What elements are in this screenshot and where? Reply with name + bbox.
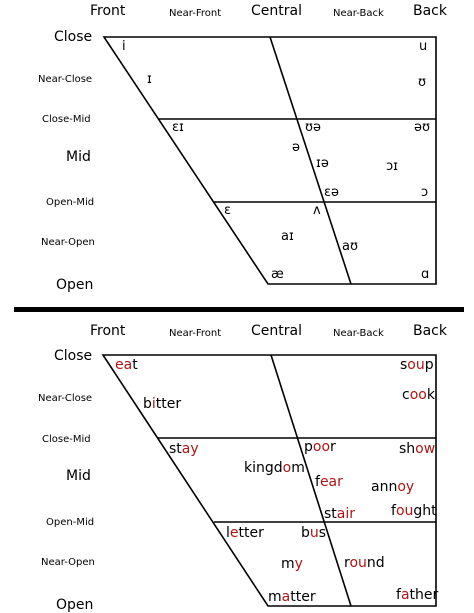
- top-central-line: [270, 37, 351, 284]
- row-mid: Mid: [66, 149, 91, 165]
- word-letters: m: [291, 460, 305, 476]
- vowel-symbol: ɛ: [224, 203, 232, 218]
- example-word: [281, 557, 303, 571]
- example-word: [115, 358, 138, 372]
- vowel-symbol: u: [419, 39, 428, 54]
- vowel-symbol: ɑ: [421, 267, 430, 282]
- word-letters: s: [318, 525, 327, 541]
- vowel-symbol: aɪ: [281, 229, 294, 244]
- word-letters: st: [169, 441, 182, 457]
- word-letters: nd: [366, 555, 385, 571]
- col-front: Front: [90, 3, 126, 19]
- example-word: [143, 397, 181, 411]
- word-letters: ther: [409, 587, 439, 603]
- highlighted-letters: ear: [319, 474, 343, 490]
- col-near-back: Near-Back: [333, 8, 384, 19]
- vowel-symbol: ɔɪ: [386, 159, 398, 174]
- word-letters: tter: [238, 525, 264, 541]
- word-letters: m: [268, 589, 282, 605]
- example-word: [399, 442, 435, 456]
- col-central: Central: [251, 3, 302, 19]
- row-open: Open: [56, 277, 94, 293]
- col-front: Front: [90, 323, 126, 339]
- vowel-symbol: ʊə: [305, 120, 322, 135]
- word-letters: f: [391, 503, 396, 519]
- highlighted-letters: a: [281, 589, 291, 605]
- row-open: Open: [56, 597, 94, 613]
- example-word: [169, 442, 199, 456]
- row-open-mid: Open-Mid: [46, 197, 95, 208]
- vowel-symbol: ɪ: [147, 72, 152, 87]
- row-near-open: Near-Open: [41, 237, 95, 248]
- highlighted-letters: oo: [409, 387, 427, 403]
- col-central: Central: [251, 323, 302, 339]
- word-letters: s: [400, 357, 408, 373]
- row-near-close: Near-Close: [38, 393, 93, 404]
- highlighted-letters: ou: [395, 503, 414, 519]
- row-near-close: Near-Close: [38, 74, 93, 85]
- word-letters: kingd: [244, 460, 283, 476]
- row-close: Close: [54, 348, 93, 364]
- word-letters: ght: [413, 503, 437, 519]
- example-word: [391, 504, 437, 518]
- example-word: [344, 556, 385, 570]
- row-close: Close: [54, 29, 93, 45]
- example-word: [301, 526, 326, 540]
- vowel-symbol: ʊ: [418, 75, 427, 90]
- example-word: [304, 440, 336, 454]
- word-letters: p: [304, 439, 313, 455]
- highlighted-letters: e: [229, 525, 239, 541]
- col-back: Back: [413, 3, 447, 19]
- col-near-front: Near-Front: [169, 328, 222, 339]
- word-letters: tter: [155, 396, 182, 412]
- highlighted-letters: ow: [415, 441, 436, 457]
- word-letters: r: [344, 555, 350, 571]
- word-letters: f: [315, 474, 320, 490]
- row-near-open: Near-Open: [41, 557, 95, 568]
- vowel-symbol: ɛə: [324, 185, 340, 200]
- word-letters: st: [324, 506, 337, 522]
- vowel-symbol: əʊ: [414, 120, 431, 135]
- vowel-symbol: ʌ: [313, 203, 321, 218]
- word-letters: m: [281, 556, 295, 572]
- word-letters: b: [301, 525, 310, 541]
- word-letters: t: [132, 357, 138, 373]
- word-letters: sh: [399, 441, 416, 457]
- vowel-symbol: i: [122, 39, 126, 54]
- word-letters: tter: [290, 589, 316, 605]
- example-word: [268, 590, 316, 604]
- word-letters: p: [424, 357, 434, 373]
- word-letters: c: [402, 387, 410, 403]
- word-letters: r: [330, 439, 336, 455]
- example-word: [400, 358, 434, 372]
- col-near-front: Near-Front: [169, 8, 222, 19]
- section-divider: [14, 307, 464, 312]
- highlighted-letters: ea: [115, 357, 133, 373]
- word-letters: l: [226, 525, 230, 541]
- highlighted-letters: a: [400, 587, 410, 603]
- row-close-mid: Close-Mid: [42, 434, 91, 445]
- example-word: [244, 461, 305, 475]
- example-word: [315, 475, 343, 489]
- word-letters: ann: [371, 479, 398, 495]
- example-word: [324, 507, 355, 521]
- col-near-back: Near-Back: [333, 328, 384, 339]
- example-word: [402, 388, 435, 402]
- highlighted-letters: ou: [407, 357, 425, 373]
- highlighted-letters: oo: [312, 439, 331, 455]
- col-back: Back: [413, 323, 447, 339]
- vowel-symbol: ə: [292, 140, 300, 155]
- vowel-symbol: ɛɪ: [172, 120, 184, 135]
- example-word: [371, 480, 414, 494]
- highlighted-letters: o: [282, 460, 292, 476]
- row-open-mid: Open-Mid: [46, 517, 95, 528]
- word-letters: f: [396, 587, 401, 603]
- word-letters: k: [426, 387, 435, 403]
- example-word: [396, 588, 438, 602]
- vowel-symbol: ɔ: [421, 185, 429, 200]
- example-word: [226, 526, 264, 540]
- highlighted-letters: i: [151, 396, 156, 412]
- highlighted-letters: y: [294, 556, 303, 572]
- row-close-mid: Close-Mid: [42, 114, 91, 125]
- vowel-symbol: æ: [271, 267, 284, 282]
- row-mid: Mid: [66, 468, 91, 484]
- highlighted-letters: air: [336, 506, 356, 522]
- highlighted-letters: ay: [181, 441, 199, 457]
- vowel-symbol: aʊ: [342, 239, 358, 254]
- vowel-symbol: ɪə: [316, 156, 329, 171]
- highlighted-letters: ou: [349, 555, 367, 571]
- word-letters: b: [143, 396, 152, 412]
- highlighted-letters: u: [309, 525, 319, 541]
- highlighted-letters: oy: [397, 479, 415, 495]
